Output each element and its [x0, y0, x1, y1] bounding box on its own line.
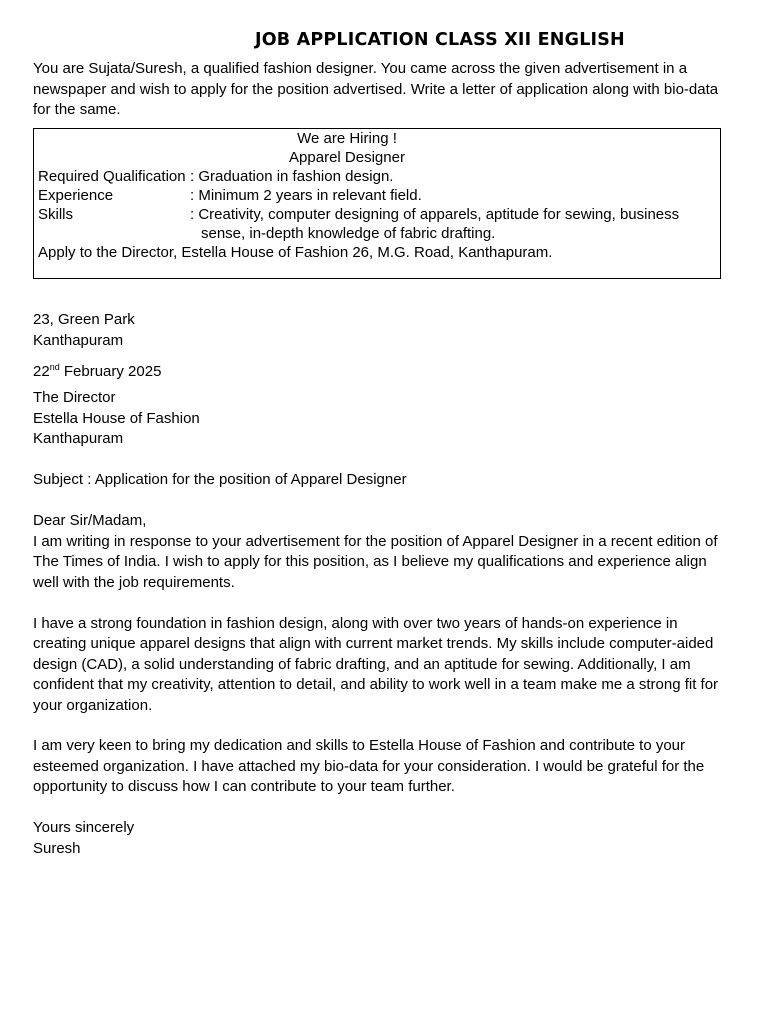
- page-title: JOB APPLICATION CLASS XII ENGLISH: [255, 30, 625, 50]
- letter-subject: Subject : Application for the position of Apparel Designer: [33, 471, 407, 488]
- letter-paragraph-3: I am very keen to bring my dedication and skills to Estella House of Fashion and contribute to your esteemed organization. I have attached my bio-data for your consideration. I would be grateful for the opportunity to discuss how I can contribute to your team further.: [33, 737, 705, 795]
- ad-skills-continued: sense, in-depth knowledge of fabric drafting.: [201, 225, 496, 242]
- date-month-year: February 2025: [59, 363, 162, 380]
- date-day: 22: [33, 363, 50, 380]
- sender-address-line: 23, Green Park: [33, 311, 135, 328]
- ad-row-label: Experience: [38, 187, 114, 204]
- ad-row-value: : Graduation in fashion design.: [190, 168, 394, 185]
- advertisement-box: [33, 128, 721, 279]
- ad-position: Apparel Designer: [289, 149, 405, 166]
- letter-closing: [33, 818, 735, 859]
- receiver-address-line: The Director: [33, 389, 116, 406]
- letter-salutation: Dear Sir/Madam,: [33, 512, 147, 529]
- closing-text: Yours sincerely: [33, 819, 135, 836]
- ad-heading: We are Hiring !: [297, 130, 397, 147]
- letter-date: [33, 362, 735, 383]
- ad-row-skills: [38, 205, 716, 224]
- ad-row-label: Skills: [38, 206, 74, 223]
- date-suffix: nd: [49, 362, 60, 372]
- ad-apply-to: Apply to the Director, Estella House of Fashion 26, M.G. Road, Kanthapuram.: [38, 244, 553, 261]
- letter-paragraph-2: I have a strong foundation in fashion design, along with over two years of hands-on experience in creating unique apparel designs that align with current market trends. My skills include computer-aided design (CAD), a solid understanding of fabric drafting, and an aptitude for sewing. Additionally, I am confident that my creativity, attention to detail, and ability to work well in a team make me a strong fit for your organization.: [33, 614, 719, 714]
- ad-row-value: : Minimum 2 years in relevant field.: [190, 187, 422, 204]
- receiver-address-line: Kanthapuram: [33, 430, 124, 447]
- sender-address: [33, 310, 735, 351]
- receiver-address-line: Estella House of Fashion: [33, 409, 200, 427]
- ad-row-value: : Creativity, computer designing of apparels, aptitude for sewing, business: [190, 206, 680, 223]
- receiver-address: [33, 388, 735, 450]
- question-prompt: You are Sujata/Suresh, a qualified fashion designer. You came across the given advertisement in a newspaper and wish to apply for the position advertised. Write a letter of application along with bio-data for the same.: [33, 60, 719, 118]
- sender-address-line: Kanthapuram: [33, 331, 124, 349]
- ad-row-experience: [38, 186, 716, 205]
- signature-name: Suresh: [33, 839, 81, 857]
- letter-paragraph-1: I am writing in response to your advertisement for the position of Apparel Designer in a recent edition of The Times of India. I wish to apply for this position, as I believe my qualifications and experience align well with the job requirements.: [33, 532, 718, 591]
- ad-row-label: Required Qualification: [38, 168, 186, 185]
- ad-row-qualification: [38, 167, 716, 186]
